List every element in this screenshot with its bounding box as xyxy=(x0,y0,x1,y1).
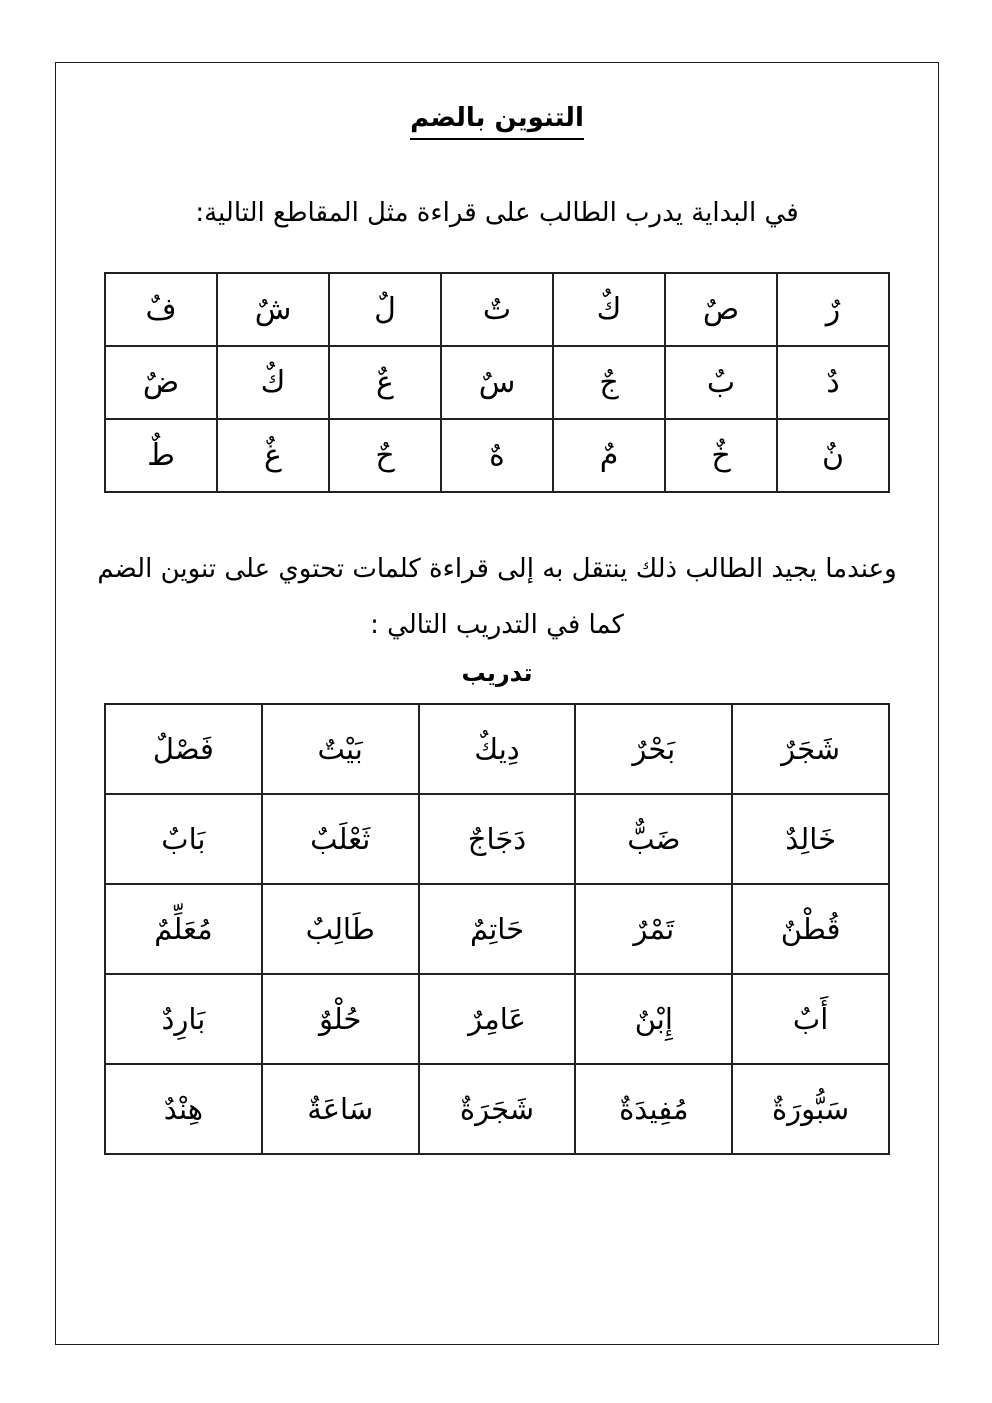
table-cell: إِبْنٌ xyxy=(575,974,732,1064)
exercise-heading: تدريب xyxy=(461,659,533,687)
table-cell: سَبُّورَةٌ xyxy=(732,1064,889,1154)
table-cell: عَامِرٌ xyxy=(419,974,576,1064)
table-cell: سَاعَةٌ xyxy=(262,1064,419,1154)
table-cell: بَيْتٌ xyxy=(262,704,419,794)
table-cell: شَجَرٌ xyxy=(732,704,889,794)
table-cell: ضَبٌّ xyxy=(575,794,732,884)
table-cell: لٌ xyxy=(329,273,441,346)
body-paragraph-line-1: وعندما يجيد الطالب ذلك ينتقل به إلى قراءة كلمات تحتوي على تنوين الضم xyxy=(97,554,897,584)
intro-text: في البداية يدرب الطالب على قراءة مثل المقاطع التالية: xyxy=(195,198,799,228)
table-cell: بَابٌ xyxy=(105,794,262,884)
table-cell: دٌ xyxy=(777,346,889,419)
table-cell: ثَعْلَبٌ xyxy=(262,794,419,884)
table-cell: مُفِيدَةٌ xyxy=(575,1064,732,1154)
table-cell: خٌ xyxy=(665,419,777,492)
table-cell: غٌ xyxy=(217,419,329,492)
table-row xyxy=(105,419,889,492)
title-wrapper xyxy=(56,103,938,140)
table-cell: شَجَرَةٌ xyxy=(419,1064,576,1154)
table-cell: بَحْرٌ xyxy=(575,704,732,794)
table-cell: حُلْوٌ xyxy=(262,974,419,1064)
table-row xyxy=(105,273,889,346)
syllables-table xyxy=(104,272,890,493)
table-cell: خَالِدٌ xyxy=(732,794,889,884)
table-cell: رٌ xyxy=(777,273,889,346)
table-cell: بٌ xyxy=(665,346,777,419)
words-table xyxy=(104,703,890,1155)
table-cell: طَالِبٌ xyxy=(262,884,419,974)
body-paragraph xyxy=(56,541,938,653)
table-cell: تَمْرٌ xyxy=(575,884,732,974)
table-row xyxy=(105,794,889,884)
table-cell: حٌ xyxy=(329,419,441,492)
table-row xyxy=(105,346,889,419)
table-cell: تٌ xyxy=(441,273,553,346)
table-cell: صٌ xyxy=(665,273,777,346)
page-title: التنوين بالضم xyxy=(410,103,584,140)
page-frame xyxy=(55,62,939,1345)
table-cell: شٌ xyxy=(217,273,329,346)
table-cell: جٌ xyxy=(553,346,665,419)
table-cell: نٌ xyxy=(777,419,889,492)
table-cell: فَصْلٌ xyxy=(105,704,262,794)
table-cell: هٌ xyxy=(441,419,553,492)
table-row xyxy=(105,704,889,794)
table-cell: دِيكٌ xyxy=(419,704,576,794)
page-content xyxy=(56,63,938,1155)
table-cell: دَجَاجٌ xyxy=(419,794,576,884)
table-row xyxy=(105,1064,889,1154)
table-cell: سٌ xyxy=(441,346,553,419)
body-paragraph-line-2: كما في التدريب التالي : xyxy=(370,610,624,640)
table-cell: كٌ xyxy=(553,273,665,346)
table-cell: حَاتِمٌ xyxy=(419,884,576,974)
table-row xyxy=(105,974,889,1064)
table-cell: عٌ xyxy=(329,346,441,419)
table-cell: فٌ xyxy=(105,273,217,346)
table-cell: ضٌ xyxy=(105,346,217,419)
table-cell: هِنْدٌ xyxy=(105,1064,262,1154)
table-cell: مٌ xyxy=(553,419,665,492)
table-cell: أَبٌ xyxy=(732,974,889,1064)
table-cell: بَارِدٌ xyxy=(105,974,262,1064)
table-cell: قُطْنٌ xyxy=(732,884,889,974)
table-cell: مُعَلِّمٌ xyxy=(105,884,262,974)
table-cell: كٌ xyxy=(217,346,329,419)
table-row xyxy=(105,884,889,974)
table-cell: طٌ xyxy=(105,419,217,492)
